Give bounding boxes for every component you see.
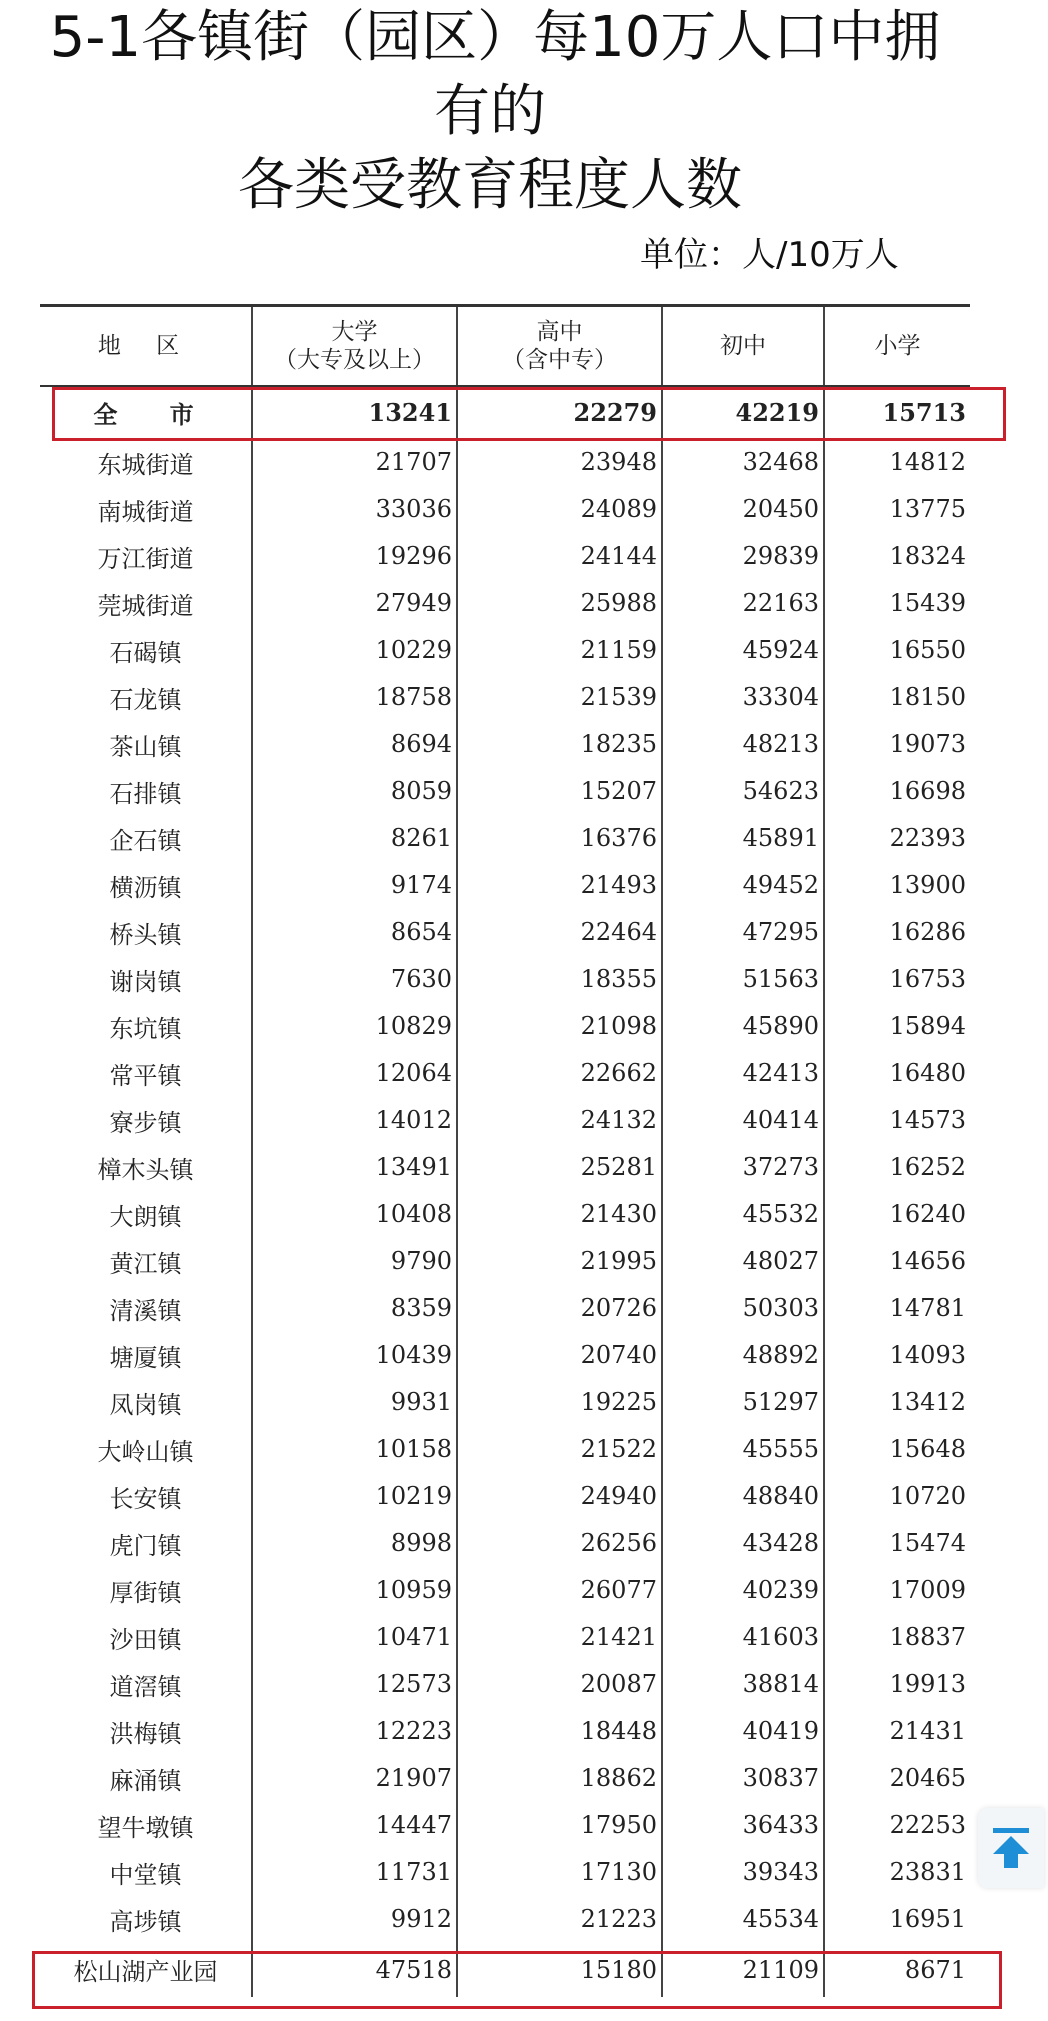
- value-cell: 24940: [457, 1473, 662, 1520]
- value-cell: 49452: [662, 862, 824, 909]
- region-cell: 万江街道: [97, 544, 194, 573]
- region-cell: 企石镇: [109, 826, 182, 855]
- region-cell: 石碣镇: [109, 638, 182, 667]
- table-row: [40, 815, 970, 862]
- value-cell: 21539: [457, 674, 662, 721]
- table-row: [40, 674, 970, 721]
- region-cell: 南城街道: [97, 497, 194, 526]
- table-row: [40, 1802, 970, 1849]
- value-cell: 17950: [457, 1802, 662, 1849]
- value-cell: 9174: [252, 862, 457, 909]
- region-cell: 高埗镇: [109, 1907, 182, 1936]
- value-cell: 18837: [824, 1614, 970, 1661]
- table-row: [40, 627, 970, 674]
- table-row: [40, 1050, 970, 1097]
- value-cell: 19225: [457, 1379, 662, 1426]
- table-row: [40, 1191, 970, 1238]
- table-row: [40, 1661, 970, 1708]
- table-row: [40, 1755, 970, 1802]
- value-cell: 24132: [457, 1097, 662, 1144]
- value-cell: 14781: [824, 1285, 970, 1332]
- page-title-line-2: 有的: [434, 79, 546, 144]
- value-cell: 27949: [252, 580, 457, 627]
- value-cell: 13775: [824, 486, 970, 533]
- value-cell: 9790: [252, 1238, 457, 1285]
- value-cell: 14447: [252, 1802, 457, 1849]
- table-row: [40, 768, 970, 815]
- value-cell: 10720: [824, 1473, 970, 1520]
- value-cell: 22253: [824, 1802, 970, 1849]
- header-university: 大学 （大专及以上）: [252, 306, 457, 386]
- table-row: [40, 533, 970, 580]
- value-cell: 8654: [252, 909, 457, 956]
- value-cell: 45532: [662, 1191, 824, 1238]
- value-cell: 7630: [252, 956, 457, 1003]
- region-cell: 石排镇: [109, 779, 182, 808]
- value-cell: 14656: [824, 1238, 970, 1285]
- value-cell: 45534: [662, 1896, 824, 1943]
- value-cell: 21421: [457, 1614, 662, 1661]
- value-cell: 48892: [662, 1332, 824, 1379]
- education-table-container: [40, 304, 970, 1997]
- value-cell: 15474: [824, 1520, 970, 1567]
- value-cell: 16480: [824, 1050, 970, 1097]
- value-cell: 10219: [252, 1473, 457, 1520]
- table-row: [40, 1097, 970, 1144]
- value-cell: 15648: [824, 1426, 970, 1473]
- region-cell: 凤岗镇: [109, 1390, 182, 1419]
- value-cell: 51563: [662, 956, 824, 1003]
- region-cell: 道滘镇: [109, 1672, 182, 1701]
- table-row: [40, 580, 970, 627]
- table-row: [40, 386, 970, 439]
- region-cell: 长安镇: [109, 1484, 182, 1513]
- value-cell: 16240: [824, 1191, 970, 1238]
- value-cell: 33036: [252, 486, 457, 533]
- region-cell: 望牛墩镇: [97, 1813, 194, 1842]
- value-cell: 38814: [662, 1661, 824, 1708]
- region-cell: 常平镇: [109, 1061, 182, 1090]
- value-cell: 45890: [662, 1003, 824, 1050]
- region-cell: 莞城街道: [97, 591, 194, 620]
- region-cell: 桥头镇: [109, 920, 182, 949]
- table-row: [40, 1943, 970, 1997]
- value-cell: 18448: [457, 1708, 662, 1755]
- value-cell: 21995: [457, 1238, 662, 1285]
- value-cell: 29839: [662, 533, 824, 580]
- region-cell: 大朗镇: [109, 1202, 182, 1231]
- table-row: [40, 1379, 970, 1426]
- region-cell: 东城街道: [97, 450, 194, 479]
- value-cell: 15180: [457, 1943, 662, 1997]
- value-cell: 8059: [252, 768, 457, 815]
- value-cell: 8694: [252, 721, 457, 768]
- value-cell: 21109: [662, 1943, 824, 1997]
- value-cell: 18862: [457, 1755, 662, 1802]
- arrow-up-to-top-icon: [990, 1826, 1032, 1870]
- value-cell: 20465: [824, 1755, 970, 1802]
- value-cell: 21907: [252, 1755, 457, 1802]
- header-region: 地 区: [40, 306, 252, 386]
- value-cell: 19296: [252, 533, 457, 580]
- education-table: [40, 304, 970, 1997]
- header-high-school: 高中 （含中专）: [457, 306, 662, 386]
- value-cell: 14573: [824, 1097, 970, 1144]
- table-row: [40, 862, 970, 909]
- value-cell: 47518: [252, 1943, 457, 1997]
- value-cell: 40419: [662, 1708, 824, 1755]
- value-cell: 12573: [252, 1661, 457, 1708]
- region-cell: 茶山镇: [109, 732, 182, 761]
- header-primary: 小学: [824, 306, 970, 386]
- value-cell: 48213: [662, 721, 824, 768]
- region-cell: 大岭山镇: [97, 1437, 194, 1466]
- value-cell: 13491: [252, 1144, 457, 1191]
- value-cell: 48840: [662, 1473, 824, 1520]
- table-row: [40, 1896, 970, 1943]
- value-cell: 42219: [662, 386, 824, 439]
- value-cell: 32468: [662, 439, 824, 486]
- table-body: [40, 386, 970, 1997]
- value-cell: 13412: [824, 1379, 970, 1426]
- page-title-line-1: 5-1各镇街（园区）每10万人口中拥: [49, 5, 941, 70]
- table-row: [40, 1567, 970, 1614]
- value-cell: 14012: [252, 1097, 457, 1144]
- value-cell: 30837: [662, 1755, 824, 1802]
- value-cell: 14812: [824, 439, 970, 486]
- value-cell: 37273: [662, 1144, 824, 1191]
- region-cell: 谢岗镇: [109, 967, 182, 996]
- value-cell: 22163: [662, 580, 824, 627]
- value-cell: 15439: [824, 580, 970, 627]
- value-cell: 12064: [252, 1050, 457, 1097]
- region-cell: 麻涌镇: [109, 1766, 182, 1795]
- region-cell: 清溪镇: [109, 1296, 182, 1325]
- value-cell: 22464: [457, 909, 662, 956]
- value-cell: 21430: [457, 1191, 662, 1238]
- value-cell: 21431: [824, 1708, 970, 1755]
- value-cell: 43428: [662, 1520, 824, 1567]
- value-cell: 10959: [252, 1567, 457, 1614]
- value-cell: 42413: [662, 1050, 824, 1097]
- value-cell: 25988: [457, 580, 662, 627]
- value-cell: 45555: [662, 1426, 824, 1473]
- value-cell: 9931: [252, 1379, 457, 1426]
- value-cell: 47295: [662, 909, 824, 956]
- value-cell: 41603: [662, 1614, 824, 1661]
- table-row: [40, 1473, 970, 1520]
- value-cell: 8671: [824, 1943, 970, 1997]
- value-cell: 25281: [457, 1144, 662, 1191]
- value-cell: 21223: [457, 1896, 662, 1943]
- value-cell: 21522: [457, 1426, 662, 1473]
- value-cell: 8261: [252, 815, 457, 862]
- table-row: [40, 486, 970, 533]
- region-cell: 樟木头镇: [97, 1155, 194, 1184]
- table-row: [40, 1520, 970, 1567]
- value-cell: 18324: [824, 533, 970, 580]
- page-title-line-3: 各类受教育程度人数: [238, 153, 742, 218]
- value-cell: 45891: [662, 815, 824, 862]
- value-cell: 54623: [662, 768, 824, 815]
- region-cell: 石龙镇: [109, 685, 182, 714]
- value-cell: 23831: [824, 1849, 970, 1896]
- value-cell: 24144: [457, 533, 662, 580]
- value-cell: 18355: [457, 956, 662, 1003]
- value-cell: 21098: [457, 1003, 662, 1050]
- table-row: [40, 1285, 970, 1332]
- value-cell: 22393: [824, 815, 970, 862]
- value-cell: 24089: [457, 486, 662, 533]
- region-cell: 沙田镇: [109, 1625, 182, 1654]
- table-row: [40, 1614, 970, 1661]
- value-cell: 20087: [457, 1661, 662, 1708]
- value-cell: 23948: [457, 439, 662, 486]
- value-cell: 26256: [457, 1520, 662, 1567]
- value-cell: 8998: [252, 1520, 457, 1567]
- value-cell: 16698: [824, 768, 970, 815]
- value-cell: 22279: [457, 386, 662, 439]
- value-cell: 16252: [824, 1144, 970, 1191]
- table-row: [40, 909, 970, 956]
- value-cell: 20726: [457, 1285, 662, 1332]
- value-cell: 22662: [457, 1050, 662, 1097]
- value-cell: 14093: [824, 1332, 970, 1379]
- unit-label: 单位：人/10万人: [640, 235, 899, 275]
- value-cell: 21493: [457, 862, 662, 909]
- value-cell: 13241: [252, 386, 457, 439]
- value-cell: 17009: [824, 1567, 970, 1614]
- value-cell: 10229: [252, 627, 457, 674]
- value-cell: 26077: [457, 1567, 662, 1614]
- table-row: [40, 1332, 970, 1379]
- value-cell: 15713: [824, 386, 970, 439]
- value-cell: 20450: [662, 486, 824, 533]
- value-cell: 18758: [252, 674, 457, 721]
- region-cell: 松山湖产业园: [73, 1958, 218, 1986]
- table-row: [40, 1144, 970, 1191]
- region-cell: 洪梅镇: [109, 1719, 182, 1748]
- value-cell: 40239: [662, 1567, 824, 1614]
- table-header-row: [40, 306, 970, 386]
- value-cell: 45924: [662, 627, 824, 674]
- value-cell: 19913: [824, 1661, 970, 1708]
- value-cell: 11731: [252, 1849, 457, 1896]
- value-cell: 16951: [824, 1896, 970, 1943]
- region-cell: 寮步镇: [109, 1108, 182, 1137]
- region-cell: 塘厦镇: [109, 1343, 182, 1372]
- value-cell: 21159: [457, 627, 662, 674]
- table-row: [40, 1849, 970, 1896]
- value-cell: 18150: [824, 674, 970, 721]
- table-row: [40, 1708, 970, 1755]
- region-cell: 全 市: [93, 401, 216, 429]
- region-cell: 东坑镇: [109, 1014, 182, 1043]
- value-cell: 18235: [457, 721, 662, 768]
- region-cell: 虎门镇: [109, 1531, 182, 1560]
- value-cell: 9912: [252, 1896, 457, 1943]
- value-cell: 19073: [824, 721, 970, 768]
- region-cell: 横沥镇: [109, 873, 182, 902]
- table-row: [40, 1003, 970, 1050]
- value-cell: 16753: [824, 956, 970, 1003]
- value-cell: 10829: [252, 1003, 457, 1050]
- value-cell: 17130: [457, 1849, 662, 1896]
- value-cell: 16286: [824, 909, 970, 956]
- value-cell: 15207: [457, 768, 662, 815]
- table-row: [40, 721, 970, 768]
- value-cell: 33304: [662, 674, 824, 721]
- value-cell: 10471: [252, 1614, 457, 1661]
- table-row: [40, 1238, 970, 1285]
- value-cell: 48027: [662, 1238, 824, 1285]
- table-row: [40, 956, 970, 1003]
- table-row: [40, 1426, 970, 1473]
- value-cell: 21707: [252, 439, 457, 486]
- scroll-to-top-button[interactable]: [978, 1808, 1044, 1888]
- value-cell: 16550: [824, 627, 970, 674]
- value-cell: 50303: [662, 1285, 824, 1332]
- value-cell: 20740: [457, 1332, 662, 1379]
- value-cell: 15894: [824, 1003, 970, 1050]
- value-cell: 12223: [252, 1708, 457, 1755]
- value-cell: 10408: [252, 1191, 457, 1238]
- value-cell: 10158: [252, 1426, 457, 1473]
- value-cell: 39343: [662, 1849, 824, 1896]
- value-cell: 8359: [252, 1285, 457, 1332]
- value-cell: 51297: [662, 1379, 824, 1426]
- value-cell: 13900: [824, 862, 970, 909]
- region-cell: 中堂镇: [109, 1860, 182, 1889]
- region-cell: 黄江镇: [109, 1249, 182, 1278]
- value-cell: 40414: [662, 1097, 824, 1144]
- region-cell: 厚街镇: [109, 1578, 182, 1607]
- header-junior-high: 初中: [662, 306, 824, 386]
- value-cell: 36433: [662, 1802, 824, 1849]
- value-cell: 10439: [252, 1332, 457, 1379]
- table-row: [40, 439, 970, 486]
- value-cell: 16376: [457, 815, 662, 862]
